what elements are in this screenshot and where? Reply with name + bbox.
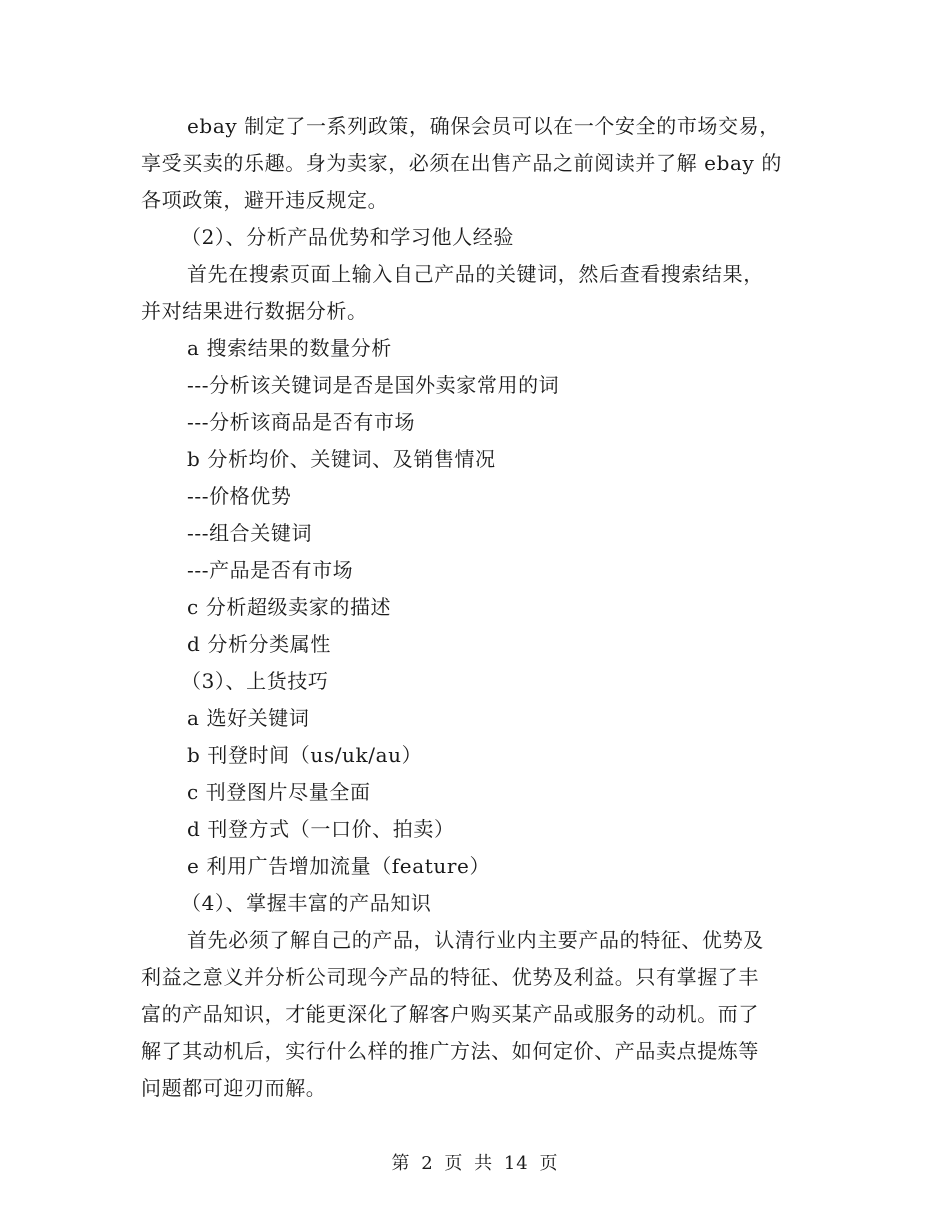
text-line: ebay 制定了一系列政策，确保会员可以在一个安全的市场交易， xyxy=(187,114,780,138)
text-line: 各项政策，避开违反规定。 xyxy=(141,188,389,212)
text-line: c 分析超级卖家的描述 xyxy=(187,595,392,619)
text-line: 解了其动机后，实行什么样的推广方法、如何定价、产品卖点提炼等 xyxy=(141,1039,759,1063)
text-line: b 刊登时间（us/uk/au） xyxy=(187,743,423,767)
page-footer: 第 2 页 共 14 页 xyxy=(391,1153,559,1174)
text-line: 并对结果进行数据分析。 xyxy=(141,299,368,323)
text-line: 富的产品知识，才能更深化了解客户购买某产品或服务的动机。而了 xyxy=(141,1002,759,1026)
text-line: 首先在搜索页面上输入自己产品的关键词，然后查看搜索结果， xyxy=(187,262,764,286)
text-line: 享受买卖的乐趣。身为卖家，必须在出售产品之前阅读并了解 ebay 的 xyxy=(141,151,782,175)
text-line: a 搜索结果的数量分析 xyxy=(187,336,392,360)
text-line: 问题都可迎刃而解。 xyxy=(141,1076,327,1100)
text-line: ---组合关键词 xyxy=(187,521,313,545)
text-line: a 选好关键词 xyxy=(187,706,310,730)
text-line: b 分析均价、关键词、及销售情况 xyxy=(187,447,496,471)
text-line: （3）、上货技巧 xyxy=(181,669,329,693)
text-line: ---价格优势 xyxy=(187,484,292,508)
text-line: c 刊登图片尽量全面 xyxy=(187,780,371,804)
text-line: 首先必须了解自己的产品，认清行业内主要产品的特征、优势及 xyxy=(187,928,764,952)
text-line: 利益之意义并分析公司现今产品的特征、优势及利益。只有掌握了丰 xyxy=(141,965,759,989)
document-body xyxy=(141,108,805,1107)
text-line: e 利用广告增加流量（feature） xyxy=(187,854,491,878)
text-line: （4）、掌握丰富的产品知识 xyxy=(181,891,432,915)
text-line: d 分析分类属性 xyxy=(187,632,331,656)
text-line: （2）、分析产品优势和学习他人经验 xyxy=(181,225,514,249)
text-line: d 刊登方式（一口价、拍卖） xyxy=(187,817,455,841)
text-line: ---分析该商品是否有市场 xyxy=(187,410,416,434)
text-line: ---分析该关键词是否是国外卖家常用的词 xyxy=(187,373,560,397)
text-line: ---产品是否有市场 xyxy=(187,558,354,582)
